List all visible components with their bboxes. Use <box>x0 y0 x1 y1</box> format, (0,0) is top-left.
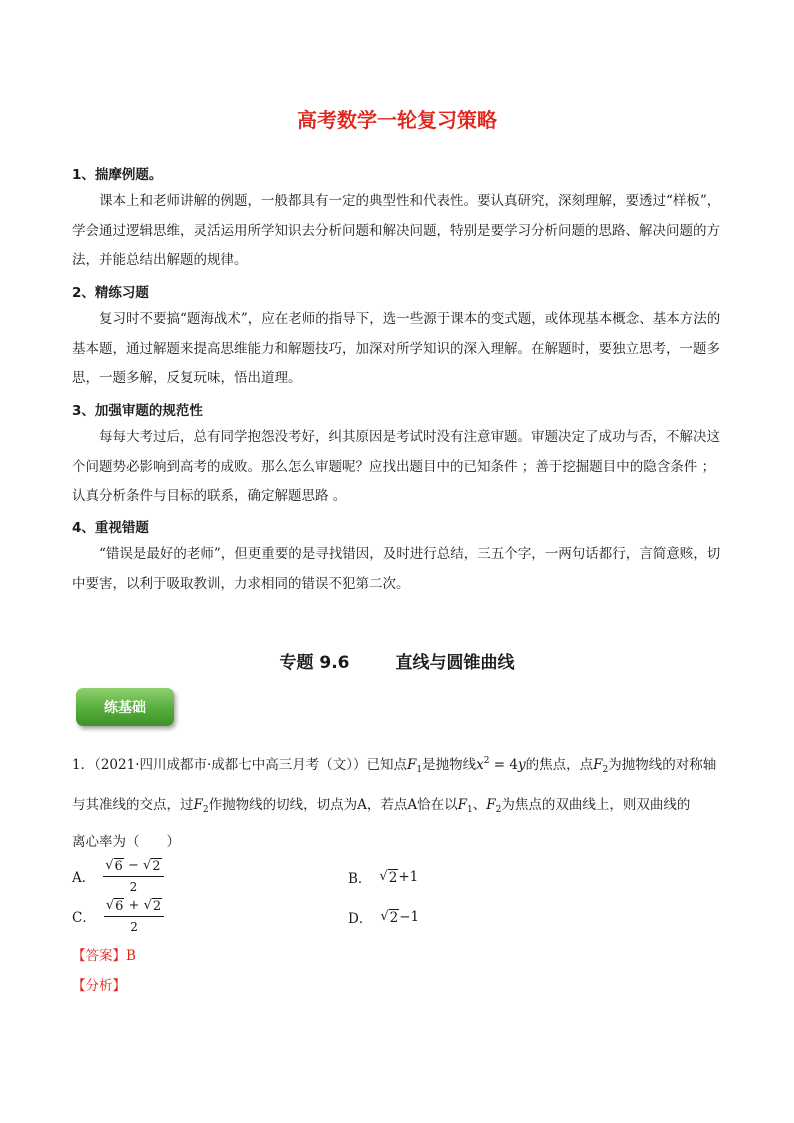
answer-line: 【答案】B <box>72 948 136 964</box>
option-d[interactable]: D． √ 2 −1 <box>348 908 420 927</box>
page-title: 高考数学一轮复习策略 <box>297 108 497 132</box>
section-text-3: 每每大考过后，总有同学抱怨没考好，纠其原因是考试时没有注意审题。审题决定了成功与否，不解决这个问题势必影响到高考的成败。那么怎么审题呢？应找出题目中的已知条件 ；善于挖掘题目中的隐含条件 ；认真分析条件与目标的联系，确定解题思路 。 <box>72 429 720 504</box>
topic-number: 专题 9.6 <box>279 653 350 673</box>
topic-heading <box>0 648 794 673</box>
section-text-4: “错误是最好的老师”，但更重要的是寻找错因，及时进行总结，三五个字，一两句话都行，言简意赅，切中要害，以利于吸取教训，力求相同的错误不犯第二次。 <box>72 546 721 592</box>
question-line-3: 离心率为（ ） <box>72 834 180 850</box>
practice-basics-button[interactable]: 练基础 <box>76 688 174 726</box>
answer-label: 答案 <box>85 948 113 964</box>
option-d-value: √ 2 <box>380 908 399 926</box>
section-heading-3: 3、加强审题的规范性 <box>72 403 203 419</box>
answer-value: B <box>126 948 136 964</box>
focus-f1: $F_1$ <box>407 757 423 775</box>
topic-name: 直线与圆锥曲线 <box>395 653 515 673</box>
option-c-fraction: √ 6 + √ 2 2 <box>104 898 164 934</box>
analysis-line: 【分析】 <box>72 978 126 994</box>
option-b[interactable]: B． √ 2 +1 <box>348 868 419 887</box>
point-f2: $F_2$ <box>593 757 609 775</box>
section-heading-1: 1、揣摩例题。 <box>72 167 163 183</box>
section-text-1: 课本上和老师讲解的例题，一般都具有一定的典型性和代表性。要认真研究，深刻理解，要透过“样板”，学会通过逻辑思维，灵活运用所学知识去分析问题和解决问题，特别是要学习分析问题的思路、解决问题的方法，并能总结出解题的规律。 <box>72 193 721 268</box>
option-b-value: √ 2 <box>379 868 398 886</box>
option-c[interactable]: C． √ 6 + √ 2 2 <box>72 898 164 934</box>
parabola-equation: $x^2 = 4y$ <box>476 756 526 773</box>
section-heading-2: 2、精练习题 <box>72 285 149 301</box>
question-line-2: 与其准线的交点，过$F_2$作抛物线的切线，切点为A，若点A恰在以$F_1$、$F_2$为焦点的双曲线上，则双曲线的 <box>72 797 691 815</box>
question-line-1: 1．（2021·四川成都市·成都七中高三月考（文））已知点$F_1$是抛物线$x^2 = 4y$的焦点，点$F_2$为抛物线的对称轴 <box>72 756 717 775</box>
section-heading-4: 4、重视错题 <box>72 520 149 536</box>
option-a-fraction: √ 6 − √ 2 2 <box>103 858 163 894</box>
section-text-2: 复习时不要搞“题海战术”，应在老师的指导下，选一些源于课本的变式题，或体现基本概念、基本方法的基本题，通过解题来提高思维能力和解题技巧，加深对所学知识的深入理解。在解题时，要独立思考，一题多思，一题多解，反复玩味，悟出道理。 <box>72 311 721 386</box>
analysis-label: 分析 <box>85 978 113 994</box>
option-a[interactable]: A． √ 6 − √ 2 2 <box>72 858 164 894</box>
